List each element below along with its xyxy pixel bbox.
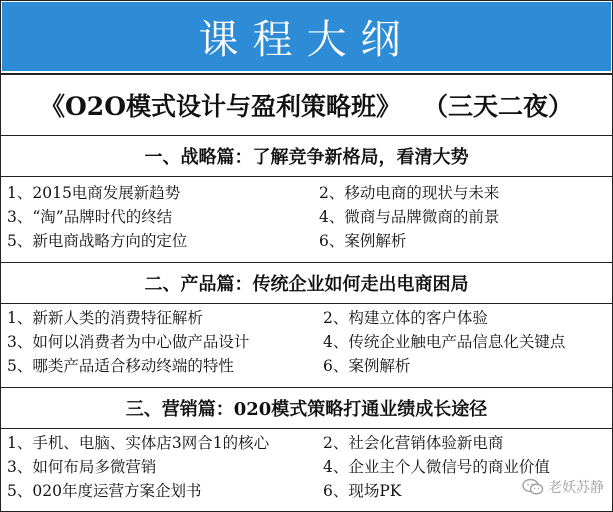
- watermark: [522, 477, 604, 497]
- section-heading-marketing: 三、营销篇：020模式策略打通业绩成长途径: [1, 388, 612, 429]
- list-item: 2、移动电商的现状与未来: [319, 184, 500, 202]
- list-item: 2、构建立体的客户体验: [323, 309, 488, 327]
- list-item: 5、新电商战略方向的定位: [7, 232, 188, 250]
- list-item: 6、现场PK: [323, 482, 402, 500]
- list-item: 6、案例解析: [323, 357, 411, 375]
- list-item: 1、新新人类的消费特征解析: [7, 309, 203, 327]
- list-item: 5、020年度运营方案企划书: [7, 482, 202, 500]
- section-heading-strategy: 一、战略篇：了解竞争新格局，看清大势: [1, 136, 612, 177]
- section-body-marketing: [1, 429, 612, 510]
- list-item: 2、社会化营销体验新电商: [323, 434, 504, 452]
- section-body-product: [1, 304, 612, 388]
- list-item: 4、微商与品牌微商的前景: [319, 208, 500, 226]
- section-heading-product: 二、产品篇：传统企业如何走出电商困局: [1, 263, 612, 304]
- list-item: 4、企业主个人微信号的商业价值: [323, 458, 550, 476]
- list-item: 4、传统企业触电产品信息化关键点: [323, 333, 566, 351]
- wechat-icon: [522, 478, 544, 496]
- course-duration: （三天二夜）: [422, 92, 573, 121]
- course-name-row: [1, 73, 612, 136]
- list-item: 1、2015电商发展新趋势: [7, 184, 181, 202]
- watermark-text: 老妖苏静: [548, 480, 604, 496]
- list-item: 5、哪类产品适合移动终端的特性: [7, 357, 234, 375]
- page-title: 课程大纲: [2, 2, 611, 71]
- section-body-strategy: [1, 177, 612, 263]
- course-name: 《O2O模式设计与盈利策略班》: [40, 92, 401, 121]
- list-item: 3、如何以消费者为中心做产品设计: [7, 333, 250, 351]
- list-item: 3、“淘”品牌时代的终结: [7, 208, 173, 226]
- list-item: 1、手机、电脑、实体店3网合1的核心: [7, 434, 270, 452]
- list-item: 6、案例解析: [319, 232, 407, 250]
- list-item: 3、如何布局多微营销: [7, 458, 157, 476]
